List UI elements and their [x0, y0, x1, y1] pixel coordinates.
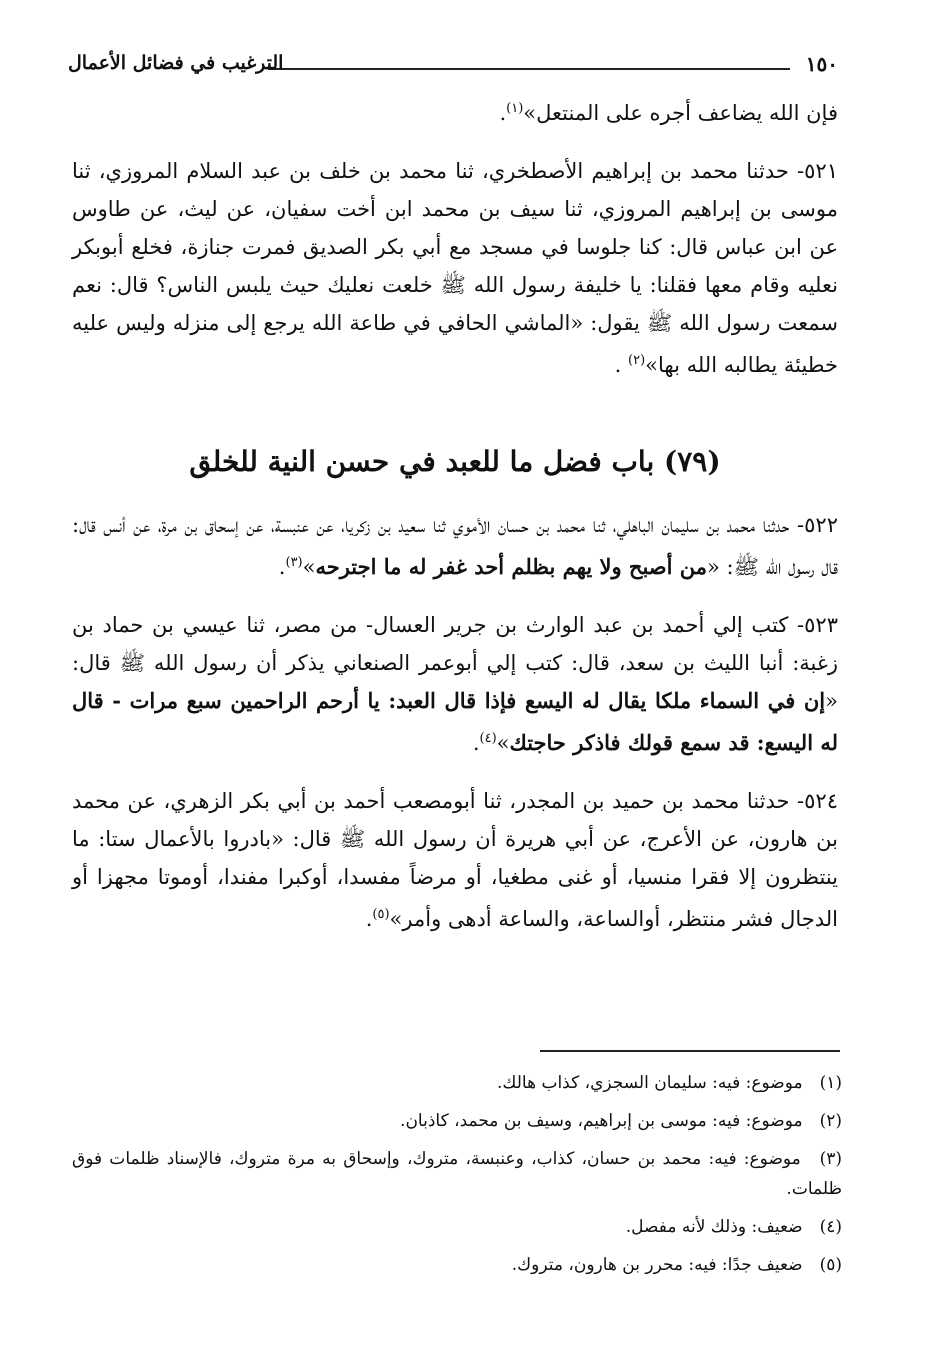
- page-number: ١٥٠: [805, 52, 838, 76]
- hadith-number: ٥٢١-: [797, 159, 838, 183]
- hadith-number: ٥٢٣-: [797, 613, 838, 637]
- footnote-separator: [540, 1050, 840, 1052]
- paragraph-tail: .: [499, 101, 507, 125]
- footnote-number: (٢): [819, 1111, 842, 1131]
- footnote-text: موضوع: فيه: محمد بن حسان، كذاب، وعنبسة، متروك، وإسحاق به مرة متروك، فالإسناد ظلمات فوق ظلمات.: [72, 1149, 842, 1199]
- hadith-522: [72, 506, 838, 586]
- hadith-text: كتب إلي أحمد بن عبد الوارث بن جرير العسال- من مصر، ثنا عيسي بن حماد بن زغبة: أنبا الليث بن سعد، قال: كتب إلي أبوعمر الصنعاني يذكر أن رسول الله ﷺ قال: «: [72, 613, 838, 713]
- footnote-number: (١): [819, 1073, 842, 1093]
- hadith-tail: .: [365, 907, 373, 931]
- quote-close: »: [302, 555, 316, 579]
- hadith-521: [72, 152, 838, 384]
- footnote-1: [72, 1068, 842, 1098]
- hadith-quote: من أصبح ولا يهم بظلم أحد غفر له ما اجترحه: [315, 554, 708, 579]
- footnote-4: [72, 1212, 842, 1242]
- footnote-3: [72, 1144, 842, 1204]
- footnote-ref: (٣): [285, 555, 303, 570]
- footnote-text: ضعيف: وذلك لأنه مفصل.: [625, 1217, 803, 1237]
- page-header: [68, 52, 838, 82]
- paragraph-continuation: [72, 90, 838, 132]
- hadith-tail: .: [278, 555, 286, 579]
- hadith-524: [72, 782, 838, 938]
- footnote-text: ضعيف جدًا: فيه: محرر بن هارون، متروك.: [511, 1255, 803, 1275]
- main-text: [72, 90, 838, 938]
- header-rule: [268, 68, 790, 70]
- chapter-heading: (٧٩) باب فضل ما للعبد في حسن النية للخلق: [189, 445, 721, 478]
- running-title: الترغيب في فضائل الأعمال: [68, 52, 284, 74]
- footnote-number: (٤): [819, 1217, 842, 1237]
- footnote-number: (٥): [819, 1255, 842, 1275]
- hadith-523: [72, 606, 838, 762]
- hadith-quote: إن في السماء ملكا يقال له اليسع فإذا قال العبد: يا أرحم الراحمين سبع مرات - قال له اليسع: قد سمع قولك فاذكر حاجتك: [72, 688, 838, 755]
- footnotes: [72, 1068, 842, 1288]
- hadith-number: ٥٢٢-: [797, 513, 838, 537]
- paragraph-text: فإن الله يضاعف أجره على المنتعل»: [523, 101, 838, 125]
- hadith-number: ٥٢٤-: [797, 789, 838, 813]
- footnote-text: موضوع: فيه: سليمان السجزي، كذاب هالك.: [496, 1073, 803, 1093]
- footnote-ref: (٤): [479, 731, 497, 746]
- hadith-tail: .: [472, 731, 480, 755]
- footnote-2: [72, 1106, 842, 1136]
- hadith-text: حدثنا محمد بن حميد بن المجدر، ثنا أبومصعب أحمد بن أبي بكر الزهري، عن محمد بن هارون، عن الأعرج، عن أبي هريرة أن رسول الله ﷺ قال: «بادروا بالأعمال ستا: ما ينتظرون إلا فقرا منسيا، أو غنى مطغيا، أو مرضاً مفسدا، أوكبرا مفندا، أوموتا مجهزا أو الدجال فشر منتظر، أوالساعة، والساعة أدهى وأمر»: [72, 789, 838, 931]
- footnote-ref: (٢): [628, 353, 646, 368]
- footnote-text: موضوع: فيه: موسى بن إبراهيم، وسيف بن محمد، كاذبان.: [400, 1111, 803, 1131]
- hadith-text: حدثنا محمد بن إبراهيم الأصطخري، ثنا محمد بن خلف بن عبد السلام المروزي، ثنا موسى بن إبراهيم المروزي، ثنا سيف بن محمد ابن أخت سفيان، عن ليث، عن طاوس عن ابن عباس قال: كنا جلوسا في مسجد مع أبي بكر الصديق فمرت جنازة، فخلع أبوبكر نعليه وقام معها فقلنا: يا خليفة رسول الله ﷺ خلعت نعليك حيث يلبس الناس؟ قال: نعم سمعت رسول الله ﷺ يقول: «الماشي الحافي في طاعة الله يرجع إلى منزله وليس عليه خطيئة يطالبه الله بها»: [72, 159, 838, 377]
- footnote-ref: (١): [506, 101, 524, 116]
- quote-close: »: [496, 731, 510, 755]
- footnote-number: (٣): [819, 1149, 843, 1169]
- footnote-ref: (٥): [372, 907, 390, 922]
- hadith-text: حدثنا محمد بن سليمان الباهلي، ثنا محمد بن حسان الأموي ثنا سعيد بن زكريا، عن عنبسة، عن إسحاق بن مرة، عن أنس قال: قال رسول الله ﷺ: «: [72, 513, 838, 579]
- hadith-tail: .: [614, 353, 622, 377]
- footnote-5: [72, 1250, 842, 1280]
